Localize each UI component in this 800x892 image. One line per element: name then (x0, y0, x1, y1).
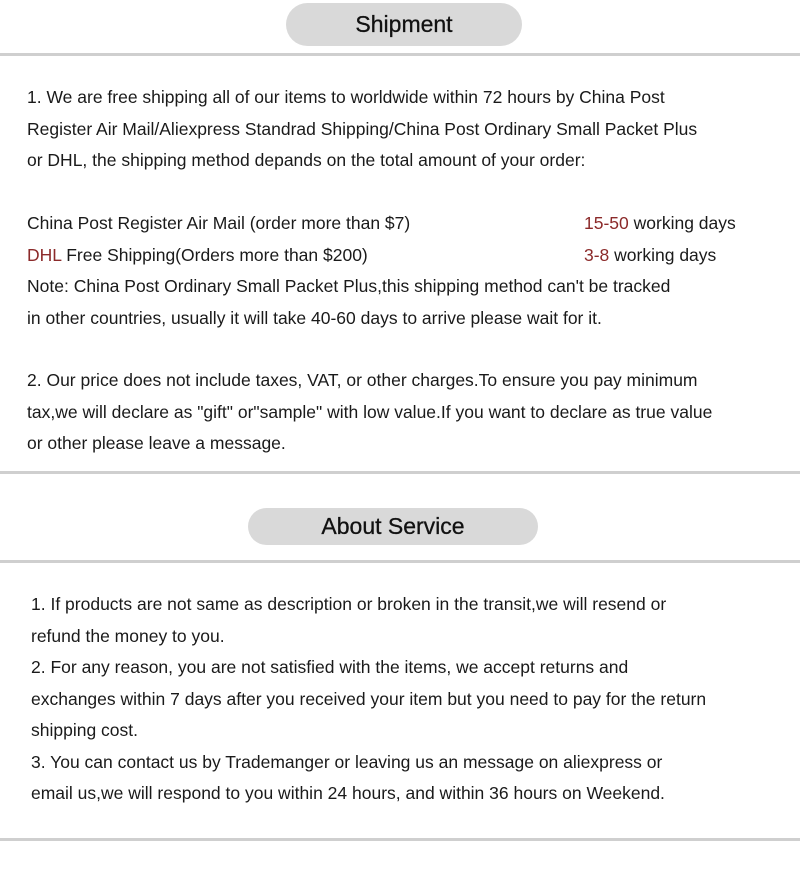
shipment-note-line: Note: China Post Ordinary Small Packet Plus,this shipping method can't be tracked (27, 276, 671, 296)
about-service-line: 3. You can contact us by Trademanger or leaving us an message on aliexpress or (31, 751, 663, 772)
divider-shipment-end (0, 471, 800, 474)
divider-about-service (0, 560, 800, 563)
shipment-tax-line: tax,we will declare as "gift" or"sample" with low value.If you want to declare as true value (27, 401, 713, 422)
about-service-line: 1. If products are not same as description or broken in the transit,we will resend or (31, 594, 667, 614)
about-service-text (31, 589, 706, 810)
shipment-tax-line: or other please leave a message. (27, 433, 286, 453)
shipping-method-row (27, 208, 797, 240)
about-service-line: refund the money to you. (31, 625, 225, 646)
about-service-line: email us,we will respond to you within 24 hours, and within 36 hours on Weekend. (31, 783, 665, 803)
method-days-highlight: 15-50 (584, 213, 629, 233)
shipment-tax-line: 2. Our price does not include taxes, VAT, or other charges.To ensure you pay minimum (27, 370, 698, 390)
shipment-note-line: in other countries, usually it will take 40-60 days to arrive please wait for it. (27, 307, 602, 328)
method-delivery-time (584, 208, 736, 240)
shipment-tax (27, 365, 712, 460)
method-days-highlight: 3-8 (584, 244, 610, 265)
shipment-intro-line: Register Air Mail/Aliexpress Standrad Shipping/China Post Ordinary Small Packet Plus (27, 118, 698, 139)
shipping-method-row (27, 240, 797, 272)
method-name: China Post Register Air Mail (order more than $7) (27, 213, 411, 233)
method-days: working days (628, 213, 736, 233)
shipment-intro-line: 1. We are free shipping all of our items to worldwide within 72 hours by China Post (27, 87, 665, 107)
shipping-methods (27, 208, 797, 334)
about-service-heading: About Service (248, 508, 538, 545)
method-name: Free Shipping(Orders more than $200) (61, 244, 368, 265)
about-service-line: 2. For any reason, you are not satisfied with the items, we accept returns and (31, 657, 629, 677)
shipment-heading: Shipment (286, 3, 522, 46)
divider-top (0, 53, 800, 56)
shipment-intro (27, 82, 697, 177)
method-name-highlight: DHL (27, 244, 62, 265)
about-service-line: exchanges within 7 days after you received your item but you need to pay for the return (31, 688, 707, 709)
shipment-intro-line: or DHL, the shipping method depands on the total amount of your order: (27, 150, 586, 170)
divider-bottom (0, 838, 800, 841)
method-days: working days (609, 244, 717, 265)
method-delivery-time (584, 240, 716, 272)
about-service-line: shipping cost. (31, 720, 139, 740)
